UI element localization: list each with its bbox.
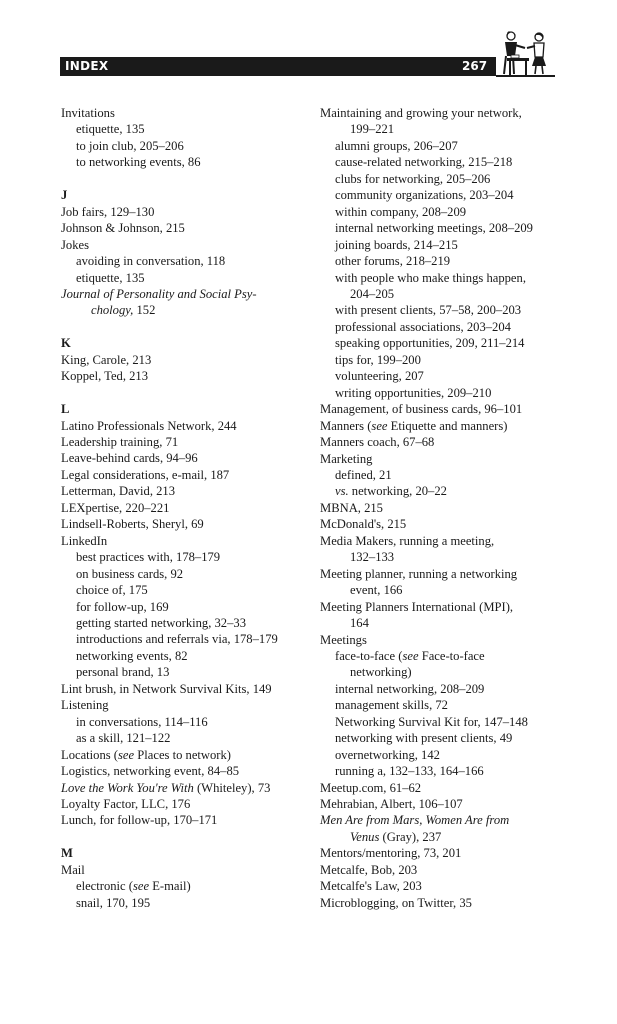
entry-text: snail, 170, 195 <box>76 895 151 910</box>
entry-text: 199–221 <box>350 122 395 137</box>
index-entry <box>61 812 306 828</box>
index-subentry <box>320 220 580 236</box>
index-entry <box>61 747 306 763</box>
entry-text: Letterman, David, 213 <box>61 484 176 499</box>
index-entry <box>61 697 306 713</box>
index-subentry <box>320 154 580 170</box>
index-subentry <box>320 335 580 351</box>
entry-text: Maintaining and growing your network, <box>320 106 522 120</box>
page-number: 267 <box>462 59 488 73</box>
entry-text: etiquette, 135 <box>76 270 145 285</box>
index-entry-continuation <box>320 121 580 137</box>
entry-text: best practices with, 178–179 <box>76 550 221 565</box>
index-entry <box>61 500 306 516</box>
index-subentry <box>320 253 580 269</box>
index-entry <box>320 451 580 467</box>
entry-text: 204–205 <box>350 286 395 301</box>
entry-text: running a, 132–133, 164–166 <box>335 764 484 779</box>
index-entry <box>320 516 580 532</box>
entry-text: Meetings <box>320 632 367 647</box>
entry-text: LinkedIn <box>61 533 108 548</box>
entry-text: Mentors/mentoring, 73, 201 <box>320 846 462 861</box>
entry-text: avoiding in conversation, 118 <box>76 254 226 269</box>
index-subentry <box>320 681 580 697</box>
index-entry <box>61 467 306 483</box>
entry-text: see <box>371 418 388 433</box>
section-gap <box>61 385 306 401</box>
entry-text: Mehrabian, Albert, 106–107 <box>320 797 463 812</box>
entry-text: Latino Professionals Network, 244 <box>61 418 237 433</box>
index-subentry <box>61 648 306 664</box>
index-subentry <box>61 549 306 565</box>
header-bar <box>60 57 496 76</box>
index-entry <box>61 681 306 697</box>
handshake-illustration <box>497 28 555 76</box>
index-entry <box>320 845 580 861</box>
entry-text: Job fairs, 129–130 <box>61 204 155 219</box>
entry-text: vs. <box>335 484 349 499</box>
index-subentry <box>320 302 580 318</box>
index-subentry <box>320 467 580 483</box>
entry-text: writing opportunities, 209–210 <box>335 385 492 400</box>
index-subentry <box>61 566 306 582</box>
entry-text: Loyalty Factor, LLC, 176 <box>61 796 191 811</box>
entry-text: MBNA, 215 <box>320 500 383 515</box>
entry-text: 152 <box>133 303 156 318</box>
entry-text: other forums, 218–219 <box>335 254 451 269</box>
index-subentry <box>320 237 580 253</box>
index-subentry <box>320 648 580 664</box>
index-entry <box>61 533 306 549</box>
entry-text: etiquette, 135 <box>76 122 145 137</box>
index-section-letter <box>61 335 306 351</box>
entry-text: Johnson & Johnson, 215 <box>61 221 185 236</box>
entry-text: 132–133 <box>350 550 395 565</box>
entry-text: clubs for networking, 205–206 <box>335 171 491 186</box>
entry-text: McDonald's, 215 <box>320 517 407 532</box>
index-entry <box>320 434 580 450</box>
entry-text: J <box>61 188 68 203</box>
entry-text: cause-related networking, 215–218 <box>335 155 513 170</box>
section-gap <box>61 319 306 335</box>
entry-text: defined, 21 <box>335 467 392 482</box>
entry-text: Metcalfe's Law, 203 <box>320 879 422 894</box>
index-entry <box>61 286 306 302</box>
index-entry <box>61 352 306 368</box>
section-gap <box>61 829 306 845</box>
index-subentry <box>61 138 306 154</box>
entry-text: personal brand, 13 <box>76 665 170 680</box>
index-subentry <box>320 270 580 286</box>
index-entry-continuation <box>320 286 580 302</box>
index-entry <box>320 533 580 549</box>
index-subentry <box>61 154 306 170</box>
entry-text: alumni groups, 206–207 <box>335 138 458 153</box>
index-entry <box>320 895 580 911</box>
entry-text: Microblogging, on Twitter, 35 <box>320 895 472 910</box>
index-entry <box>320 401 580 417</box>
index-entry <box>320 878 580 894</box>
entry-text: getting started networking, 32–33 <box>76 616 246 630</box>
index-section-letter <box>61 401 306 417</box>
entry-text: within company, 208–209 <box>335 204 467 219</box>
entry-text: chology, <box>91 303 134 318</box>
entry-text: management skills, 72 <box>335 698 448 713</box>
index-subentry <box>320 747 580 763</box>
index-subentry <box>61 895 306 911</box>
entry-text: Places to network) <box>134 747 231 762</box>
entry-text: community organizations, 203–204 <box>335 188 514 203</box>
entry-text: networking with present clients, 49 <box>335 731 513 746</box>
index-entry <box>320 812 580 828</box>
entry-text: (Gray), 237 <box>379 829 442 844</box>
entry-text: as a skill, 121–122 <box>76 731 171 746</box>
entry-text: Meetup.com, 61–62 <box>320 780 422 795</box>
index-entry <box>61 105 306 121</box>
index-subentry <box>61 631 306 647</box>
entry-text: networking) <box>350 665 412 680</box>
index-subentry <box>320 385 580 401</box>
index-entry <box>61 450 306 466</box>
index-subentry <box>61 582 306 598</box>
index-entry <box>320 566 580 582</box>
index-entry-continuation <box>320 615 580 631</box>
index-entry <box>320 632 580 648</box>
index-entry <box>320 599 580 615</box>
entry-text: speaking opportunities, 209, 211–214 <box>335 336 525 351</box>
entry-text: internal networking, 208–209 <box>335 681 485 696</box>
entry-text: Media Makers, running a meeting, <box>320 533 495 548</box>
index-entry-continuation <box>320 582 580 598</box>
entry-text: Meeting planner, running a networking <box>320 566 518 581</box>
entry-text: Journal of Personality and Social Psy- <box>61 286 257 301</box>
entry-text: volunteering, 207 <box>335 369 424 384</box>
entry-text: King, Carole, 213 <box>61 352 152 367</box>
index-entry <box>320 418 580 434</box>
index-entry <box>320 500 580 516</box>
index-entry <box>61 434 306 450</box>
entry-text: Networking Survival Kit for, 147–148 <box>335 714 528 729</box>
entry-text: Koppel, Ted, 213 <box>61 369 149 384</box>
entry-text: event, 166 <box>350 583 403 598</box>
index-column-right <box>320 105 580 911</box>
index-entry <box>320 862 580 878</box>
entry-text: Venus <box>350 829 380 844</box>
entry-text: (Whiteley), 73 <box>193 780 271 795</box>
index-entry <box>61 204 306 220</box>
entry-text: Lunch, for follow-up, 170–171 <box>61 813 218 828</box>
index-subentry <box>320 319 580 335</box>
page-title: INDEX <box>65 59 109 73</box>
entry-text: for follow-up, 169 <box>76 599 169 614</box>
index-subentry <box>320 483 580 499</box>
entry-text: Leadership training, 71 <box>61 435 179 450</box>
index-section-letter <box>61 845 306 861</box>
index-entry <box>320 105 580 121</box>
index-entry <box>61 780 306 796</box>
entry-text: Management, of business cards, 96–101 <box>320 402 523 417</box>
index-entry <box>61 368 306 384</box>
entry-text: Men Are from Mars, Women Are from <box>320 813 510 828</box>
index-entry-continuation <box>320 549 580 565</box>
entry-text: to join club, 205–206 <box>76 138 184 153</box>
index-subentry <box>320 368 580 384</box>
entry-text: networking, 20–22 <box>348 484 447 499</box>
index-subentry <box>61 121 306 137</box>
entry-text: see <box>402 648 419 663</box>
entry-text: Mail <box>61 862 85 877</box>
entry-text: with people who make things happen, <box>335 270 526 285</box>
index-subentry <box>61 253 306 269</box>
index-entry <box>61 796 306 812</box>
entry-text: Love the Work You're With <box>61 780 194 795</box>
entry-text: joining boards, 214–215 <box>335 237 458 252</box>
index-entry <box>61 516 306 532</box>
entry-text: 164 <box>350 616 369 631</box>
entry-text: with present clients, 57–58, 200–203 <box>335 303 522 318</box>
entry-text: on business cards, 92 <box>76 566 184 581</box>
entry-text: Legal considerations, e-mail, 187 <box>61 467 230 482</box>
index-entry <box>61 483 306 499</box>
entry-text: face-to-face ( <box>335 648 403 663</box>
index-entry <box>320 796 580 812</box>
entry-text: internal networking meetings, 208–209 <box>335 221 533 236</box>
index-entry <box>61 237 306 253</box>
index-entry <box>61 763 306 779</box>
section-gap <box>61 171 306 187</box>
index-entry <box>320 780 580 796</box>
entry-text: overnetworking, 142 <box>335 747 440 762</box>
index-subentry <box>320 352 580 368</box>
index-entry <box>61 418 306 434</box>
entry-text: to networking events, 86 <box>76 155 201 170</box>
entry-text: Leave-behind cards, 94–96 <box>61 451 198 466</box>
index-subentry <box>61 714 306 730</box>
entry-text: LEXpertise, 220–221 <box>61 500 170 515</box>
index-subentry <box>320 730 580 746</box>
index-section-letter <box>61 187 306 203</box>
entry-text: tips for, 199–200 <box>335 352 421 367</box>
entry-text: electronic ( <box>76 879 133 894</box>
index-subentry <box>320 187 580 203</box>
index-entry-continuation <box>320 664 580 680</box>
entry-text: Face-to-face <box>418 648 485 663</box>
entry-text: Listening <box>61 698 109 713</box>
entry-text: Meeting Planners International (MPI), <box>320 599 514 614</box>
entry-text: see <box>118 747 135 762</box>
entry-text: see <box>133 879 150 894</box>
index-subentry <box>320 171 580 187</box>
index-subentry <box>61 599 306 615</box>
index-entry <box>61 862 306 878</box>
index-subentry <box>61 615 306 631</box>
entry-text: E-mail) <box>149 879 191 894</box>
index-subentry <box>61 664 306 680</box>
entry-text: Lint brush, in Network Survival Kits, 149 <box>61 681 272 696</box>
entry-text: in conversations, 114–116 <box>76 714 208 729</box>
entry-text: M <box>61 846 73 861</box>
index-subentry <box>61 730 306 746</box>
entry-text: Etiquette and manners) <box>387 418 508 433</box>
index-subentry <box>320 763 580 779</box>
entry-text: introductions and referrals via, 178–179 <box>76 632 278 647</box>
entry-text: Metcalfe, Bob, 203 <box>320 862 418 877</box>
entry-text: Marketing <box>320 451 373 466</box>
index-subentry <box>320 714 580 730</box>
index-column-left <box>61 105 306 911</box>
index-subentry <box>320 204 580 220</box>
entry-text: choice of, 175 <box>76 583 148 598</box>
entry-text: Invitations <box>61 106 115 120</box>
entry-text: K <box>61 336 71 351</box>
entry-text: Manners ( <box>320 418 372 433</box>
entry-text: networking events, 82 <box>76 648 188 663</box>
index-entry <box>61 220 306 236</box>
entry-text: Logistics, networking event, 84–85 <box>61 764 240 779</box>
entry-text: Manners coach, 67–68 <box>320 435 435 450</box>
index-subentry <box>320 138 580 154</box>
entry-text: L <box>61 402 70 417</box>
entry-text: professional associations, 203–204 <box>335 319 511 334</box>
index-subentry <box>320 697 580 713</box>
entry-text: Locations ( <box>61 747 119 762</box>
index-entry-continuation <box>320 829 580 845</box>
entry-text: Jokes <box>61 237 89 252</box>
index-subentry <box>61 878 306 894</box>
index-entry-continuation <box>61 302 306 318</box>
entry-text: Lindsell-Roberts, Sheryl, 69 <box>61 517 204 532</box>
index-subentry <box>61 270 306 286</box>
